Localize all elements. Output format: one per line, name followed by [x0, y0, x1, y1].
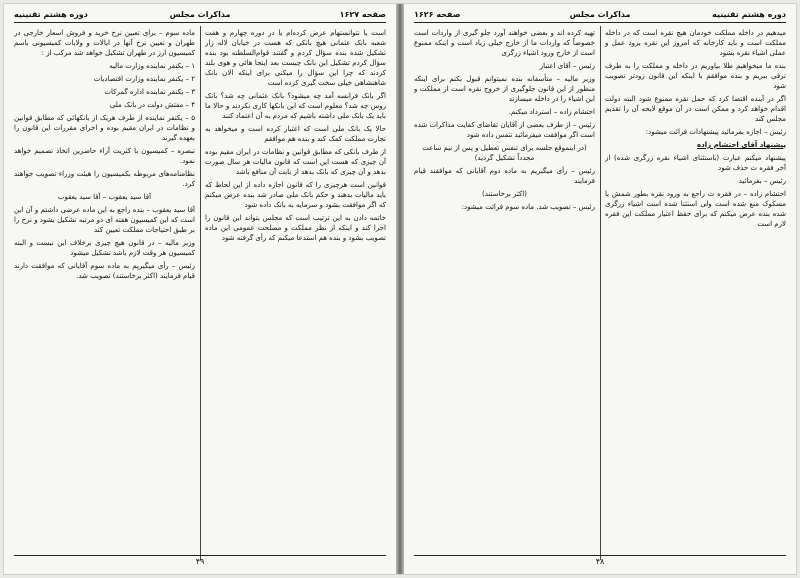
paragraph: آقا سید یعقوب – بنده راجع به این ماده عرضی داشتم و آن این است که این کمیسیون هفته ای دو مرتبه تشکیل بشود و نرخ را بر طبق احتیاجات مملکت تعیین کند — [14, 206, 195, 234]
right-column-a — [605, 28, 786, 558]
paragraph: اگر در آینده اقتضا کرد که حمل نقره ممنوع شود البته دولت اقدام خواهد کرد و ممکن است در آن موقع لایحه آن را تقدیم مجلس کند — [605, 95, 786, 123]
paragraph: رئیس – رأی میگیریم به ماده دوم آقایانی که موافقند قیام فرمایند — [414, 167, 595, 185]
paragraph: تهیه کرده اند و بعضی خواهند آورد جلو گیری از واردات است خصوصاً که واردات ما از خارج خیلی زیاد است و اینکه ممنوع است از خارج ورود اشیاء زرگری — [414, 29, 595, 57]
paragraph: حالا یک بانک ملی است که اعتبار کرده است و میخواهد به تجارت مملکت کمک کند و بنده هم موافقم — [205, 125, 386, 143]
right-page — [404, 4, 796, 574]
paragraph: وزیر مالیه – در قانون هیچ چیزی برخلاف این نیست و البته کمیسیون هر وقت لازم باشد تشکیل میشود — [14, 239, 195, 257]
paragraph: احتشام زاده – در فقره ث راجع به ورود نقره بطور شمش یا مسکوک منع شده است ولی استثنا شده است اشیاء زرگری شده بنده عرض میکنم که برای حفظ اعتبار مملکت این فقره لازم است — [605, 190, 786, 228]
left-journal-title: مذاکرات مجلس — [169, 10, 231, 19]
paragraph: است یا نتوانستهام عرض کرده‌ام یا در دوره چهارم و هفت شعبه بانک عثمانی هیچ بانکی که هست در خیابان لاله زار تشکیل شده بنده سؤال کردم و گفتند قوام‌السلطنه بود بنده سؤال کردم تشکیل این بانک چیست بعد اینجا هائی و هوی بلند کردند که چرا این سؤال را میکنی برای اینکه الان بانک شاهنشاهی خیلی سخت گیری کرده است — [205, 29, 386, 87]
speaker-line: رئیس – بفرمائید — [738, 177, 786, 185]
left-page-header — [14, 8, 386, 23]
list-item: ۲ – یکنفر نماینده وزارت اقتصادیات — [93, 75, 195, 83]
right-journal-title: مذاکرات مجلس — [569, 10, 631, 19]
book-gutter — [396, 4, 404, 574]
article-heading: ماده سوم – برای تعیین نرخ خرید و فروش اسعار خارجی در طهران و تعیین نرخ آنها در ایالات و ولایات کمیسیونی باسم کمیسیون ارز در طهران تشکیل خواهد شد مرکب از : — [14, 29, 195, 57]
right-page-label: صفحه ۱۶۲۶ — [414, 10, 461, 19]
paragraph: رئیس – از طرف بعضی از آقایان تقاضای کفایت مذاکرات شده است اگر موافقت میفرمائید تنفس داده شود — [414, 121, 595, 139]
paragraph: بنده ما میخواهیم طلا بیاوریم در داخله و مملکت را به طرف ترقی ببریم و بنده موافقم با اینکه این قانون زودتر تصویب شود — [605, 62, 786, 90]
vote-note: (اکثر برخاستند) — [482, 190, 527, 198]
paragraph: رئیس – اجازه بفرمائید پیشنهادات قرائت میشود: — [645, 128, 786, 136]
paragraph: احتشام زاده – استرداد میکنم. — [508, 108, 595, 116]
paragraph: خاتمه دادن به این ترتیب است که مجلس بتواند این قانون را اجرا کند و اینکه از نظر مملکت و مصلحت عمومی این ماده تصویب بشود و بنده هم استدعا میکنم که رأی گرفته شود — [205, 214, 386, 242]
left-session-title: دوره هشتم تقنینیه — [14, 10, 88, 19]
column-divider — [200, 26, 201, 560]
paragraph: تبصره – کمیسیون با کثریت آراء حاضرین اتخاذ تصمیم خواهد نمود. — [14, 147, 195, 165]
right-column-b — [414, 28, 595, 558]
list-item: ۵ – یکنفر نماینده از طرف هریک از بانکهائی که مطابق قوانین و نظامات در ایران مقیم بوده و اجرای مقررات این قانون را بعهده گیرند — [14, 114, 195, 142]
right-session-title: دوره هشتم تقنینیه — [712, 10, 786, 19]
proposal-heading: پیشنهاد آقای احتشام زاده — [697, 141, 786, 149]
speaker-line: آقا سید یعقوب – آقا سید یعقوب — [57, 193, 152, 201]
left-page — [4, 4, 396, 574]
right-page-header — [414, 8, 786, 23]
left-page-label: صفحه ۱۶۲۷ — [339, 10, 386, 19]
right-page-number: ۴۸ — [595, 557, 605, 566]
left-column-a — [205, 28, 386, 558]
right-page-footer — [414, 555, 786, 568]
list-item: ۴ – مفتش دولت در بانک ملی — [109, 101, 195, 109]
left-page-number: ۴۹ — [195, 557, 205, 566]
paragraph: قوانین است هرچیزی را که قانون اجازه داده از این لحاظ که باید مالیات بدهند و حکم بانک ملی صادر شد بنده عرض میکنم که اگر موافقت بشود و سرمایه به بانک داده شود — [205, 181, 386, 209]
paragraph: پیشنهاد میکنم عبارت (باستثنای اشیاء نقره زرگری شده) از آخر فقره ث حذف شود — [605, 154, 786, 172]
list-item: ۳ – یکنفر نماینده اداره گمرکات — [104, 88, 195, 96]
book-spread — [4, 4, 796, 574]
column-divider — [600, 26, 601, 560]
paragraph: نظامنامه‌های مربوطه بکمیسیون را هیئت وزراء تصویب خواهند کرد. — [14, 170, 195, 188]
list-item: ۱ – یکنفر نماینده وزارت مالیه — [109, 62, 195, 70]
recess-note: (در اینموقع جلسه برای تنفس تعطیل و پس از نیم ساعت مجدداً تشکیل گردید) — [422, 144, 587, 162]
paragraph: میدهیم در داخله مملکت خودمان هیچ نقره است که در داخله مملکت است و باید کارخانه که امروز این نقره برود عمل و عملی اشیاء نقره بشود — [605, 29, 786, 57]
left-column-b — [14, 28, 195, 558]
paragraph: اگر بانک فرانسه آمد چه میشود؟ بانک عثمانی چه شد؟ بانک روس چه شد؟ معلوم است که این بانکها کاری نکردند و حالا ما باید یک بانک ملی داشته باشیم که مردم به آن اعتماد کنند — [205, 92, 386, 120]
left-page-footer — [14, 555, 386, 568]
paragraph: از طرف بانکی که مطابق قوانین و نظامات در ایران مقیم بوده آن چیزی که هست این است که قانون مالیات هر سال صورت بدهد و آن چیزی که بانک بدهد از بابت آن منافع باشد — [205, 148, 386, 176]
paragraph: رئیس – رأی میگیریم به ماده سوم آقایانی که موافقت دارند قیام فرمایند (اکثر برخاستند) تصویب شد. — [14, 262, 195, 280]
paragraph: رئیس – تصویب شد. ماده سوم قرائت میشود: — [461, 203, 595, 211]
paragraph: وزیر مالیه – متأسفانه بنده نمیتوانم قبول بکنم برای اینکه منظور از این قانون جلوگیری از خروج نقره است از مملکت و این اشیاء را در داخله میسازند — [414, 75, 595, 103]
speaker-line: رئیس – آقای اعتبار — [539, 62, 595, 70]
